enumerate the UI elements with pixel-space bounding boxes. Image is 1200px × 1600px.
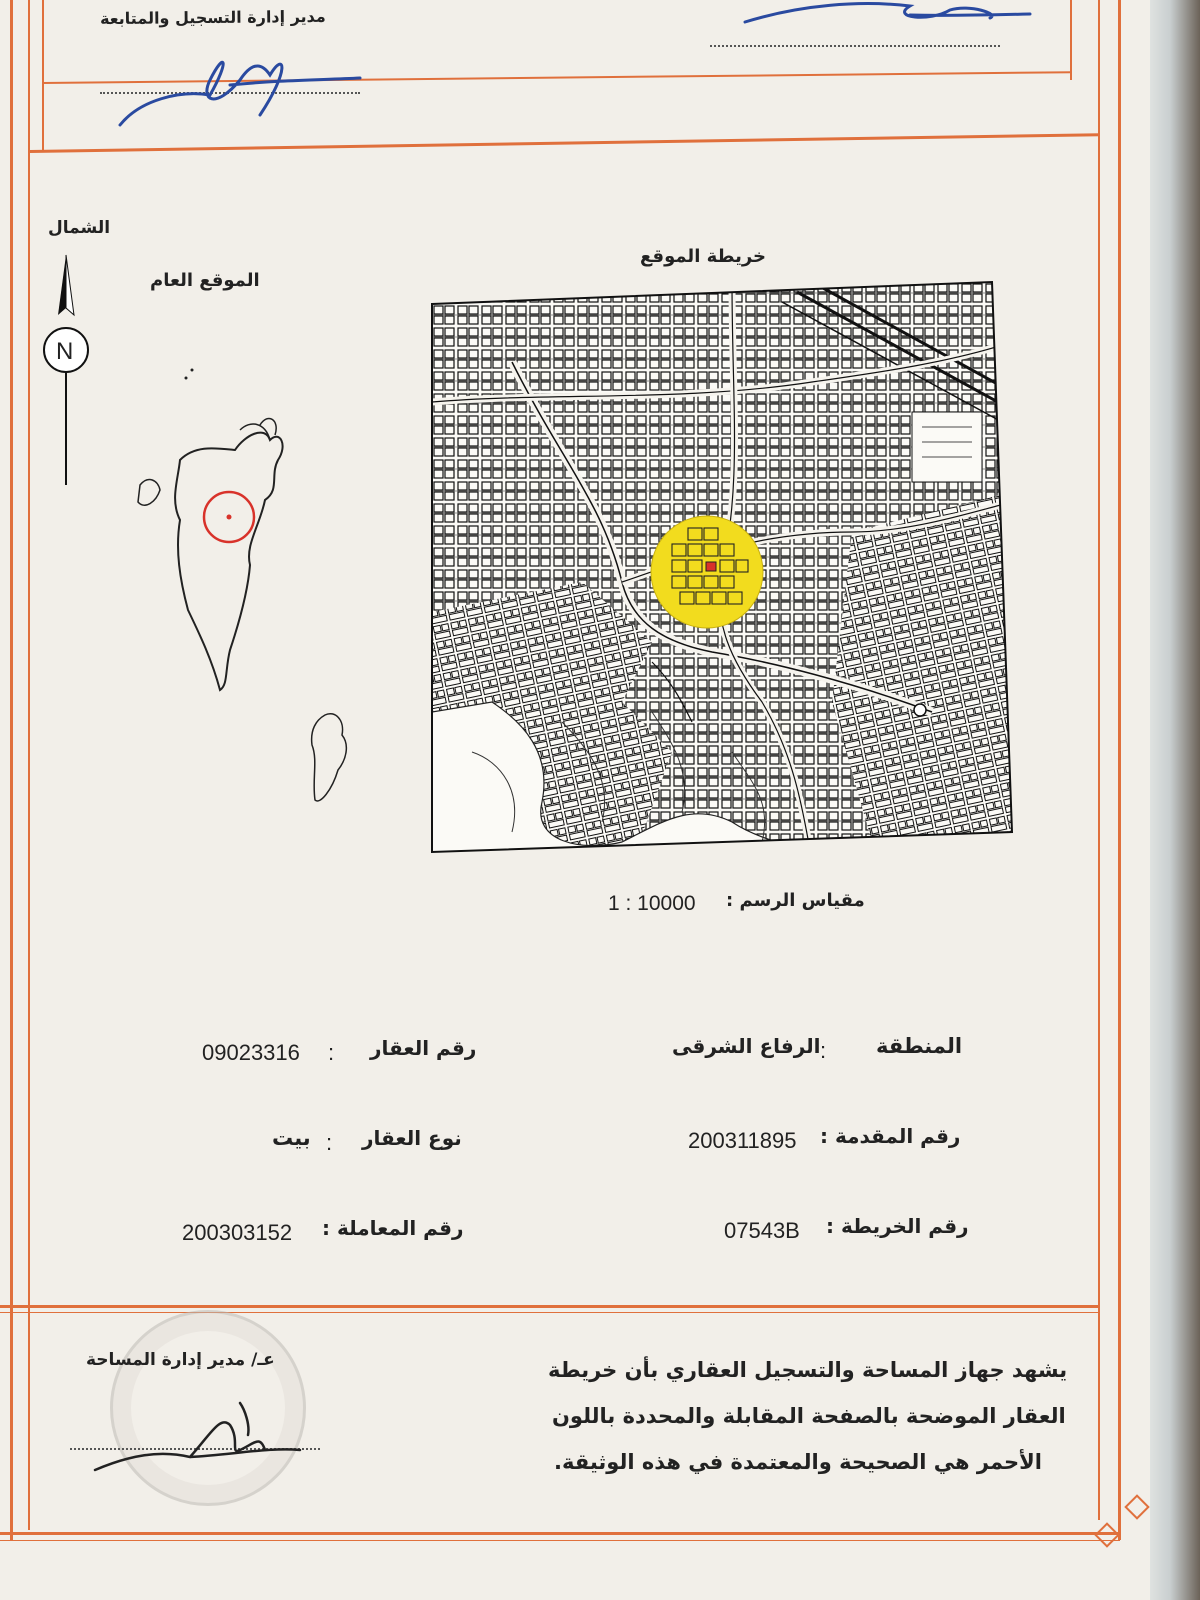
frame-corner-ornament — [1094, 1522, 1119, 1547]
frame-right-outer — [1118, 0, 1121, 1540]
certification-line-2: العقار الموضحة بالصفحة المقابلة والمحددة باللون — [552, 1404, 1066, 1428]
bahrain-outline-map — [120, 350, 380, 810]
north-arrow-icon — [36, 250, 96, 490]
scale-value: 1 : 10000 — [608, 892, 696, 915]
property-type-label: نوع العقار — [362, 1126, 462, 1150]
header-left-signature — [110, 20, 370, 140]
frame-right-inner — [1098, 0, 1100, 1520]
frame-left-outer — [10, 0, 13, 1540]
general-location-title: الموقع العام — [150, 270, 260, 291]
certification-line-3: الأحمر هي الصحيحة والمعتمدة في هذه الوثيقة. — [554, 1450, 1043, 1474]
certification-line-1: يشهد جهاز المساحة والتسجيل العقاري بأن خريطة — [548, 1358, 1068, 1382]
site-map-title: خريطة الموقع — [640, 246, 767, 267]
map-number-label: رقم الخريطة : — [826, 1214, 969, 1238]
transaction-number-label: رقم المعاملة : — [322, 1216, 464, 1240]
application-number-label: رقم المقدمة : — [820, 1124, 961, 1148]
header-left-title: مدير إدارة التسجيل والمتابعة — [99, 6, 326, 29]
frame-bottom-inner — [0, 1540, 1120, 1541]
area-label: المنطقة — [876, 1034, 963, 1058]
property-number-value: 09023316 — [202, 1040, 300, 1065]
north-letter: N — [56, 338, 74, 365]
colon: : — [820, 1038, 827, 1063]
background-edge — [1150, 0, 1200, 1600]
site-map — [432, 282, 1012, 862]
frame-header-right — [1070, 0, 1072, 80]
map-number-value: 07543B — [724, 1218, 800, 1243]
signatory-signature — [90, 1395, 310, 1485]
frame-left-inner — [28, 0, 30, 1530]
signatory-title: عـ/ مدير إدارة المساحة — [86, 1350, 275, 1370]
application-number-value: 200311895 — [688, 1128, 797, 1153]
header-right-signature-line — [710, 45, 1000, 47]
property-number-label: رقم العقار — [370, 1036, 477, 1060]
property-type-value: بيت — [272, 1126, 311, 1150]
frame-footer-top — [0, 1305, 1100, 1308]
frame-corner-ornament — [1124, 1494, 1149, 1519]
colon: : — [326, 1130, 333, 1155]
transaction-number-value: 200303152 — [182, 1220, 293, 1245]
header-right-signature — [740, 0, 1040, 40]
frame-header-left — [42, 0, 44, 150]
scale-label: مقياس الرسم : — [726, 890, 865, 911]
north-label: الشمال — [48, 218, 111, 238]
frame-bottom — [0, 1532, 1120, 1535]
colon: : — [328, 1040, 335, 1065]
frame-footer-top-inner — [0, 1312, 1100, 1313]
area-value: الرفاع الشرقى — [672, 1034, 821, 1058]
